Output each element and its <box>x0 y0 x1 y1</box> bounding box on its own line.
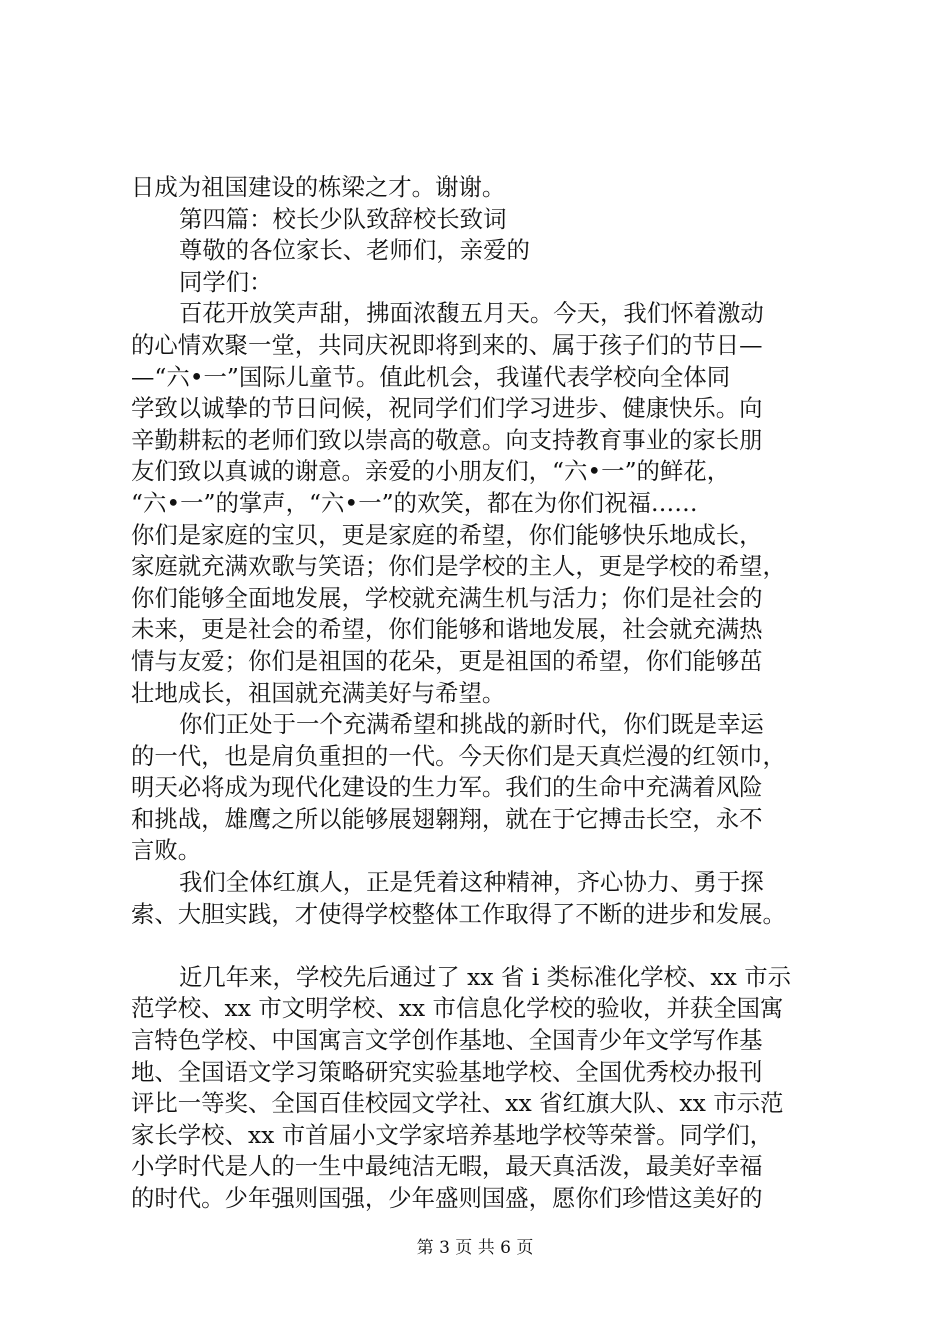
text-line: 友们致以真诚的谢意。亲爱的小朋友们，“六•一”的鲜花， <box>131 457 731 486</box>
blank-line <box>131 930 831 962</box>
text-line: 索、大胆实践，才使得学校整体工作取得了不断的进步和发展。 <box>131 899 786 928</box>
text-line: “六•一”的掌声，“六•一”的欢笑，都在为你们祝福…… <box>131 488 698 517</box>
text-line: 地、全国语文学习策略研究实验基地学校、全国优秀校办报刊 <box>131 1057 763 1086</box>
text-line: 第四篇：校长少队致辞校长致词 <box>179 204 507 233</box>
text-line: 壮地成长，祖国就充满美好与希望。 <box>131 678 506 707</box>
text-line: 言败。 <box>131 836 202 865</box>
text-line: 家长学校、xx 市首届小文学家培养基地学校等荣誉。同学们， <box>131 1120 773 1149</box>
text-line: 未来，更是社会的希望，你们能够和谐地发展，社会就充满热 <box>131 615 763 644</box>
text-line: 近几年来，学校先后通过了 xx 省 i 类标准化学校、xx 市示 <box>179 962 792 991</box>
text-line: 言特色学校、中国寓言文学创作基地、全国青少年文学写作基 <box>131 1026 763 1055</box>
text-line: 评比一等奖、全国百佳校园文学社、xx 省红旗大队、xx 市示范 <box>131 1089 784 1118</box>
text-line: 你们能够全面地发展，学校就充满生机与活力；你们是社会的 <box>131 583 763 612</box>
text-line: 尊敬的各位家长、老师们，亲爱的 <box>179 236 530 265</box>
text-line: 明天必将成为现代化建设的生力军。我们的生命中充满着风险 <box>131 773 763 802</box>
text-line: 小学时代是人的一生中最纯洁无暇，最天真活泼，最美好幸福 <box>131 1152 763 1181</box>
document-body <box>131 172 831 1215</box>
text-line: 的一代，也是肩负重担的一代。今天你们是天真烂漫的红领巾， <box>131 741 786 770</box>
page-footer: 第 3 页 共 6 页 <box>416 1238 534 1258</box>
text-line: 的时代。少年强则国强，少年盛则国盛，愿你们珍惜这美好的 <box>131 1184 763 1212</box>
text-line: 情与友爱；你们是祖国的花朵，更是祖国的希望，你们能够茁 <box>131 646 763 675</box>
text-line: —“六•一”国际儿童节。值此机会，我谨代表学校向全体同 <box>131 362 731 391</box>
text-line: 家庭就充满欢歌与笑语；你们是学校的主人，更是学校的希望， <box>131 552 786 581</box>
text-line: 日成为祖国建设的栋梁之才。谢谢。 <box>131 173 506 201</box>
text-line: 百花开放笑声甜，拂面浓馥五月天。今天，我们怀着激动 <box>179 299 764 328</box>
text-line: 的心情欢聚一堂，共同庆祝即将到来的、属于孩子们的节日— <box>131 330 763 359</box>
text-line: 同学们： <box>179 267 273 296</box>
text-line: 辛勤耕耘的老师们致以崇高的敬意。向支持教育事业的家长朋 <box>131 425 763 454</box>
text-line: 你们是家庭的宝贝，更是家庭的希望，你们能够快乐地成长， <box>131 520 763 549</box>
text-line: 学致以诚挚的节日问候，祝同学们们学习进步、健康快乐。向 <box>131 394 763 423</box>
text-line: 我们全体红旗人，正是凭着这种精神，齐心协力、勇于探 <box>179 868 764 897</box>
text-line: 你们正处于一个充满希望和挑战的新时代，你们既是幸运 <box>179 710 764 739</box>
text-line: 范学校、xx 市文明学校、xx 市信息化学校的验收，并获全国寓 <box>131 994 784 1023</box>
text-line: 和挑战，雄鹰之所以能够展翅翱翔，就在于它搏击长空，永不 <box>131 804 763 833</box>
